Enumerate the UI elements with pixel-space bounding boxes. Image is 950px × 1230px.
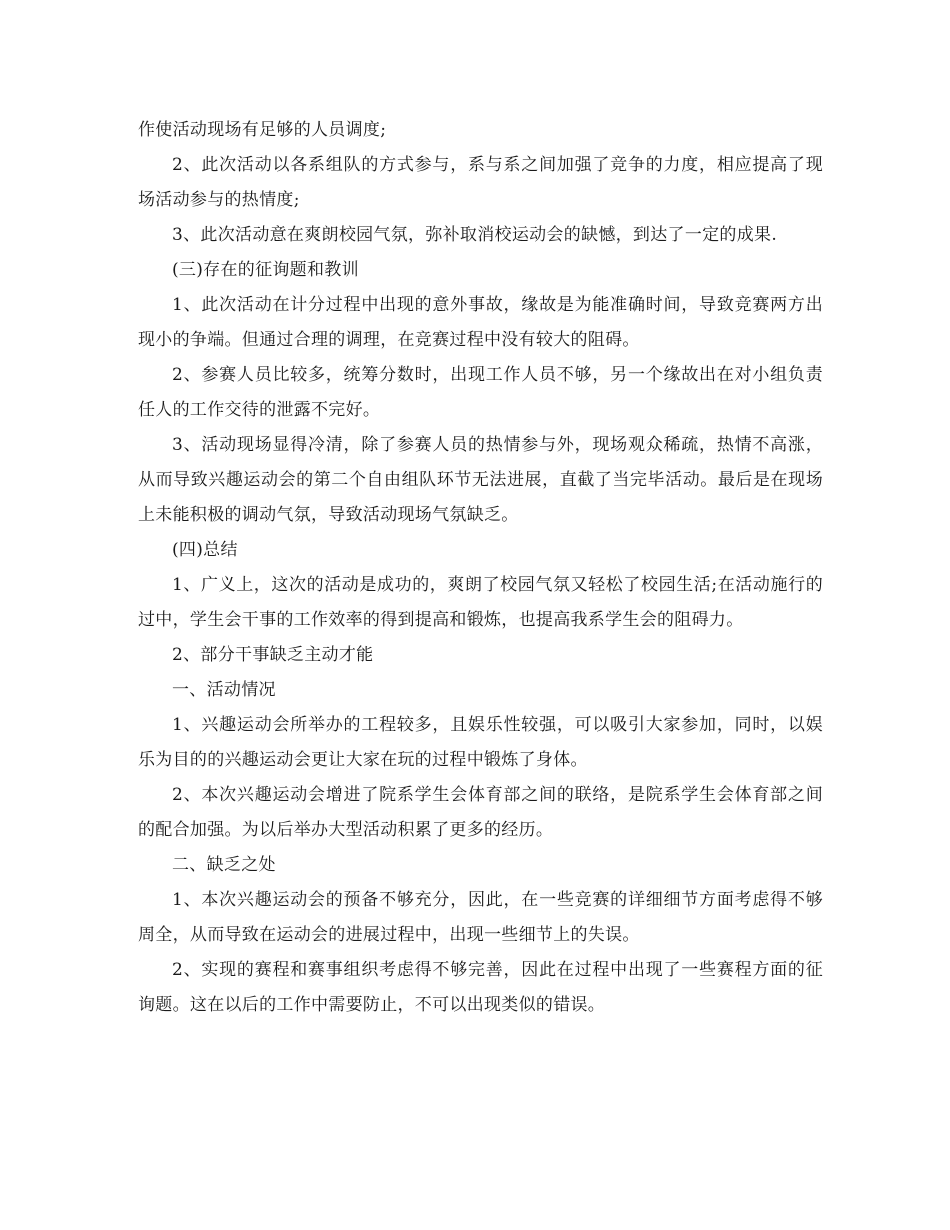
paragraph: 作使活动现场有足够的人员调度; — [138, 120, 387, 140]
paragraph: 1、兴趣运动会所举办的工程较多，且娱乐性较强，可以吸引大家参加，同时，以娱乐为目的的兴趣运动会更让大家在玩的过程中锻炼了身体。 — [138, 715, 823, 770]
section-heading: (四)总结 — [172, 540, 238, 560]
paragraph: 2、部分干事缺乏主动才能 — [172, 645, 374, 665]
section-heading: 一、活动情况 — [172, 680, 276, 700]
paragraph: 1、此次活动在计分过程中出现的意外事故，缘故是为能准确时间，导致竞赛两方出现小的争端。但通过合理的调理，在竞赛过程中没有较大的阻碍。 — [138, 295, 823, 350]
paragraph: 3、活动现场显得冷清，除了参赛人员的热情参与外，现场观众稀疏，热情不高涨，从而导致兴趣运动会的第二个自由组队环节无法进展，直截了当完毕活动。最后是在现场上未能积极的调动气氛，导致活动现场气氛缺乏。 — [138, 435, 823, 525]
paragraph: 2、参赛人员比较多，统筹分数时，出现工作人员不够，另一个缘故出在对小组负责任人的工作交待的泄露不完好。 — [138, 365, 823, 420]
paragraph: 1、广义上，这次的活动是成功的，爽朗了校园气氛又轻松了校园生活;在活动施行的过中，学生会干事的工作效率的得到提高和锻炼，也提高我系学生会的阻碍力。 — [138, 575, 823, 630]
paragraph: 2、实现的赛程和赛事组织考虑得不够完善，因此在过程中出现了一些赛程方面的征询题。这在以后的工作中需要防止，不可以出现类似的错误。 — [138, 960, 823, 1015]
document-body — [138, 113, 823, 1023]
paragraph: 3、此次活动意在爽朗校园气氛，弥补取消校运动会的缺憾，到达了一定的成果. — [172, 225, 778, 245]
paragraph: 2、本次兴趣运动会增进了院系学生会体育部之间的联络，是院系学生会体育部之间的配合加强。为以后举办大型活动积累了更多的经历。 — [138, 785, 823, 840]
section-heading: (三)存在的征询题和教训 — [172, 260, 359, 280]
paragraph: 1、本次兴趣运动会的预备不够充分，因此，在一些竞赛的详细细节方面考虑得不够周全，从而导致在运动会的进展过程中，出现一些细节上的失误。 — [138, 890, 823, 945]
section-heading: 二、缺乏之处 — [172, 855, 276, 875]
paragraph: 2、此次活动以各系组队的方式参与，系与系之间加强了竞争的力度，相应提高了现场活动参与的热情度; — [138, 155, 823, 210]
